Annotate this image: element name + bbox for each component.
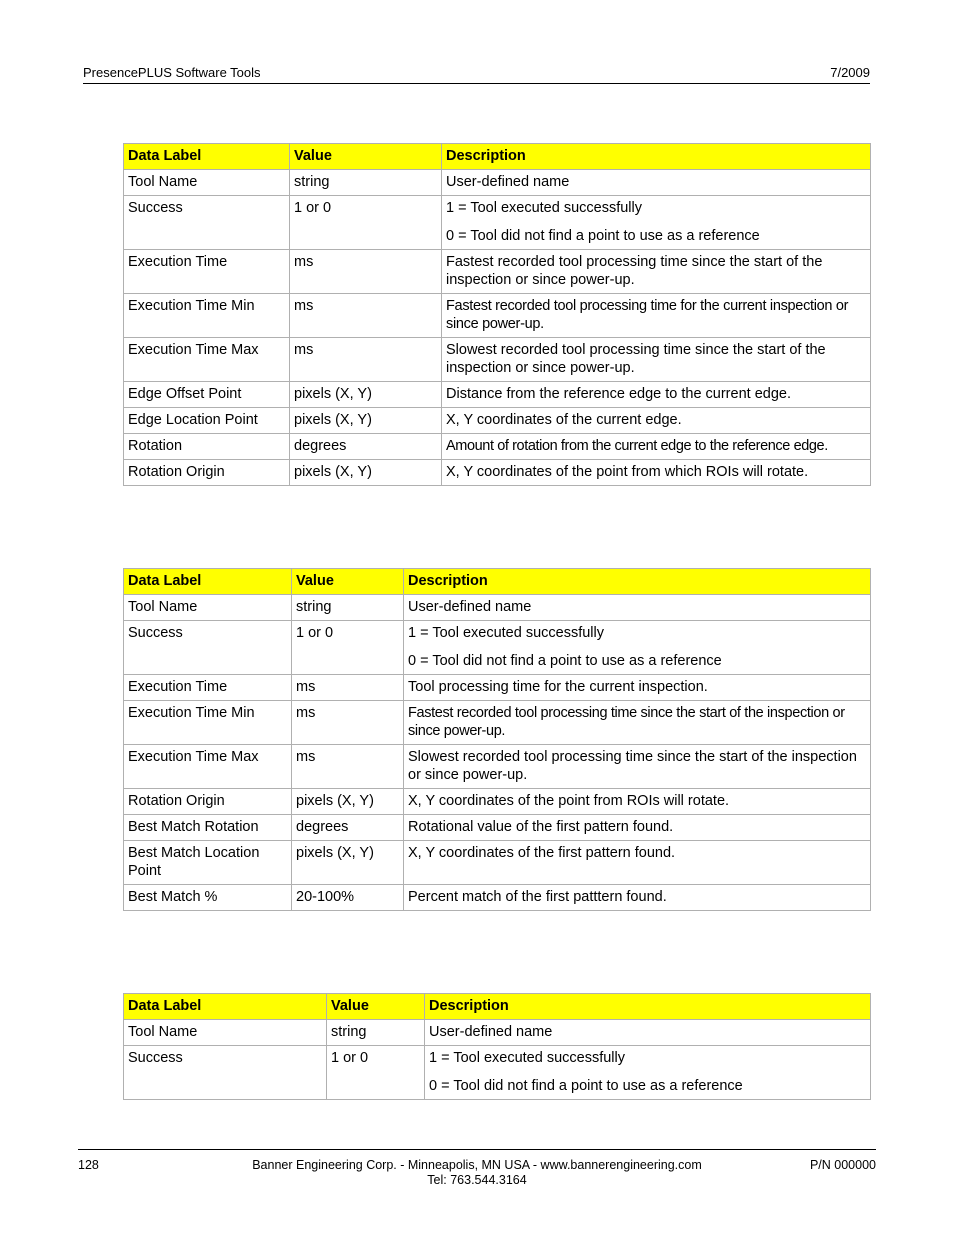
cell-value: pixels (X, Y) [290, 382, 442, 408]
cell-desc [404, 621, 871, 675]
table-row [124, 885, 871, 911]
cell-label: Execution Time [124, 675, 292, 701]
table-row [124, 250, 871, 294]
header-description: Description [425, 994, 871, 1020]
cell-label: Success [124, 1046, 327, 1100]
cell-desc [425, 1046, 871, 1100]
cell-label: Best Match Rotation [124, 815, 292, 841]
table-row [124, 745, 871, 789]
page-header [83, 63, 870, 84]
table-row [124, 1020, 871, 1046]
cell-value: ms [290, 250, 442, 294]
cell-value: pixels (X, Y) [290, 460, 442, 486]
table-header-row [124, 569, 871, 595]
table-row [124, 595, 871, 621]
table-header-row [124, 994, 871, 1020]
cell-label: Best Match % [124, 885, 292, 911]
cell-label: Best Match Location Point [124, 841, 292, 885]
cell-value: pixels (X, Y) [290, 408, 442, 434]
header-data-label: Data Label [124, 144, 290, 170]
cell-desc: Fastest recorded tool processing time since the start of the inspection or since power-up. [442, 250, 871, 294]
cell-label: Rotation Origin [124, 460, 290, 486]
table-row [124, 460, 871, 486]
cell-label: Tool Name [124, 1020, 327, 1046]
cell-desc: Tool processing time for the current inspection. [404, 675, 871, 701]
cell-value: string [327, 1020, 425, 1046]
cell-label: Execution Time Min [124, 701, 292, 745]
table-row [124, 701, 871, 745]
cell-label: Execution Time Max [124, 745, 292, 789]
cell-value: 1 or 0 [327, 1046, 425, 1100]
cell-label: Success [124, 621, 292, 675]
desc-line: 0 = Tool did not find a point to use as a reference [429, 1078, 743, 1094]
cell-label: Success [124, 196, 290, 250]
header-date: 7/2009 [830, 65, 870, 80]
cell-desc: Amount of rotation from the current edge to the reference edge. [442, 434, 871, 460]
cell-value: string [290, 170, 442, 196]
cell-desc: X, Y coordinates of the point from ROIs will rotate. [404, 789, 871, 815]
table-row [124, 434, 871, 460]
cell-value: 20-100% [292, 885, 404, 911]
cell-value: pixels (X, Y) [292, 841, 404, 885]
cell-desc: X, Y coordinates of the current edge. [442, 408, 871, 434]
table-row [124, 408, 871, 434]
data-table-2 [123, 568, 871, 911]
page-number: 128 [78, 1158, 99, 1172]
cell-desc: Slowest recorded tool processing time since the start of the inspection or since power-up. [442, 338, 871, 382]
cell-desc: X, Y coordinates of the first pattern found. [404, 841, 871, 885]
cell-desc: User-defined name [442, 170, 871, 196]
cell-desc [442, 196, 871, 250]
header-data-label: Data Label [124, 569, 292, 595]
table-row [124, 338, 871, 382]
table-row [124, 294, 871, 338]
table-row [124, 196, 871, 250]
cell-label: Tool Name [124, 595, 292, 621]
cell-label: Tool Name [124, 170, 290, 196]
table-row [124, 675, 871, 701]
cell-value: 1 or 0 [290, 196, 442, 250]
desc-line: 1 = Tool executed successfully [446, 200, 642, 216]
table-row [124, 621, 871, 675]
cell-value: degrees [292, 815, 404, 841]
footer-divider [78, 1149, 876, 1150]
cell-desc: Fastest recorded tool processing time for the current inspection or since power-up. [442, 294, 871, 338]
cell-value: ms [292, 701, 404, 745]
cell-desc: Distance from the reference edge to the current edge. [442, 382, 871, 408]
cell-value: 1 or 0 [292, 621, 404, 675]
header-data-label: Data Label [124, 994, 327, 1020]
cell-desc: User-defined name [404, 595, 871, 621]
header-value: Value [290, 144, 442, 170]
footer-company: Banner Engineering Corp. - Minneapolis, MN USA - www.bannerengineering.com [252, 1158, 702, 1172]
footer-part-number: P/N 000000 [809, 1158, 876, 1172]
cell-desc: Percent match of the first patttern found. [404, 885, 871, 911]
desc-line: 1 = Tool executed successfully [408, 625, 604, 641]
cell-value: ms [292, 675, 404, 701]
desc-line: 0 = Tool did not find a point to use as a reference [446, 228, 760, 244]
footer-tel: Tel: 763.544.3164 [427, 1173, 527, 1187]
table-row [124, 789, 871, 815]
cell-desc: X, Y coordinates of the point from which ROIs will rotate. [442, 460, 871, 486]
cell-desc: Rotational value of the first pattern found. [404, 815, 871, 841]
cell-label: Rotation Origin [124, 789, 292, 815]
table-row [124, 841, 871, 885]
cell-value: pixels (X, Y) [292, 789, 404, 815]
header-description: Description [404, 569, 871, 595]
header-value: Value [292, 569, 404, 595]
cell-value: ms [290, 338, 442, 382]
cell-label: Edge Offset Point [124, 382, 290, 408]
header-value: Value [327, 994, 425, 1020]
header-title: PresencePLUS Software Tools [83, 65, 261, 80]
data-table-3 [123, 993, 871, 1100]
cell-value: ms [290, 294, 442, 338]
table-row [124, 815, 871, 841]
cell-label: Rotation [124, 434, 290, 460]
cell-desc: Fastest recorded tool processing time since the start of the inspection or since power-up. [404, 701, 871, 745]
desc-line: 1 = Tool executed successfully [429, 1050, 625, 1066]
cell-label: Execution Time Min [124, 294, 290, 338]
cell-label: Edge Location Point [124, 408, 290, 434]
cell-desc: Slowest recorded tool processing time since the start of the inspection or since power-up. [404, 745, 871, 789]
cell-value: degrees [290, 434, 442, 460]
table-header-row [124, 144, 871, 170]
header-description: Description [442, 144, 871, 170]
cell-value: string [292, 595, 404, 621]
table-row [124, 170, 871, 196]
cell-desc: User-defined name [425, 1020, 871, 1046]
cell-value: ms [292, 745, 404, 789]
desc-line: 0 = Tool did not find a point to use as a reference [408, 653, 722, 669]
cell-label: Execution Time [124, 250, 290, 294]
table-row [124, 382, 871, 408]
data-table-1 [123, 143, 871, 486]
cell-label: Execution Time Max [124, 338, 290, 382]
table-row [124, 1046, 871, 1100]
